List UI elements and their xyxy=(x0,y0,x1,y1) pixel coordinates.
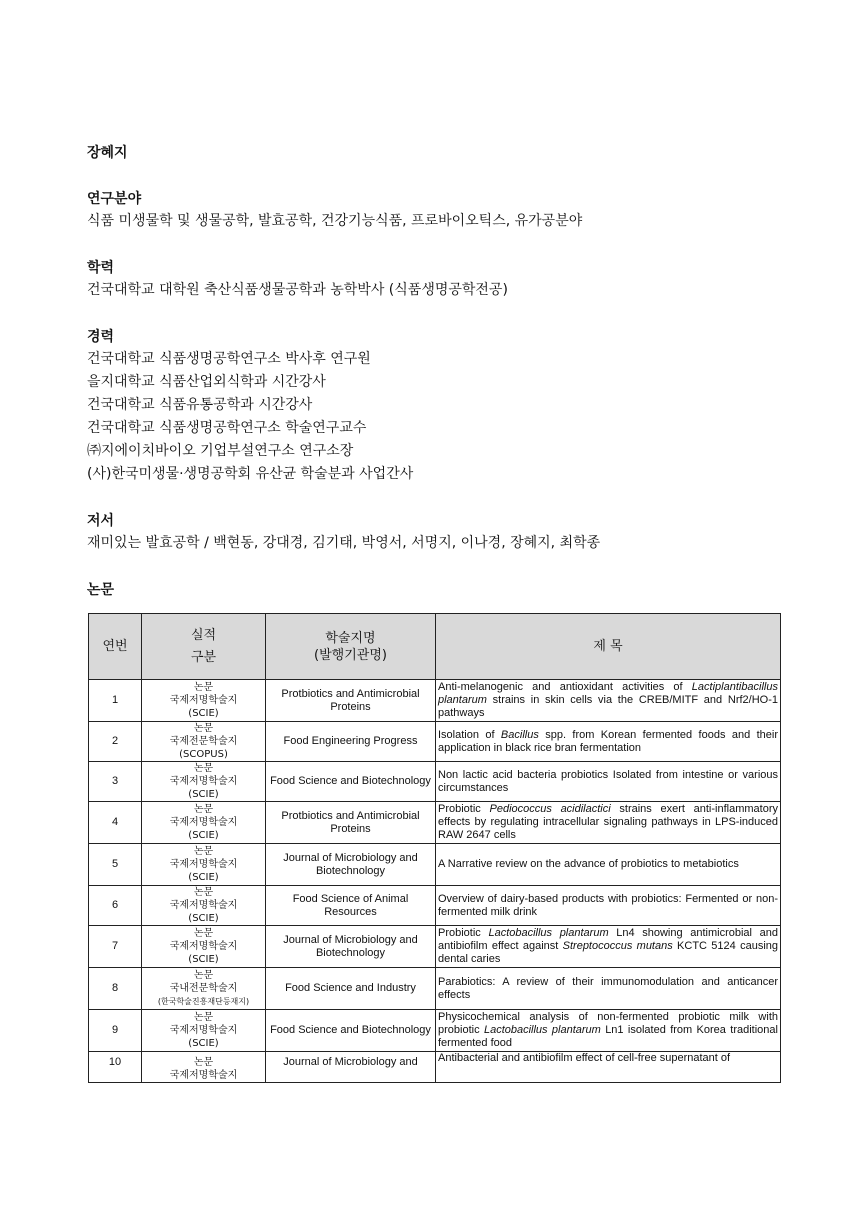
career-item: ㈜지에이치바이오 기업부설연구소 연구소장 xyxy=(87,443,354,459)
type-kind: 논문 xyxy=(193,804,214,815)
cell-title: Probiotic Lactobacillus plantarum Ln4 showing antimicrobial and antibiofilm effect against Streptococcus mutans KCTC 5124 causing dental caries xyxy=(436,926,781,968)
type-index: (SCIE) xyxy=(188,954,219,965)
career-item: 건국대학교 식품유통공학과 시간강사 xyxy=(87,397,313,413)
type-kind: 논문 xyxy=(193,1012,214,1023)
type-index: (한국학술진흥재단등재지) xyxy=(157,997,250,1006)
cell-type xyxy=(142,1010,266,1052)
education-text: 건국대학교 대학원 축산식품생물공학과 농학박사 (식품생명공학전공) xyxy=(87,282,508,298)
cell-journal: Food Science and Biotechnology xyxy=(266,762,436,802)
type-index: (SCIE) xyxy=(188,1038,219,1049)
cell-no: 4 xyxy=(89,802,142,844)
type-category: 국제저명학술지 xyxy=(169,1070,238,1081)
type-category: 국제저명학술지 xyxy=(169,695,238,706)
cell-journal: Protbiotics and Antimicrobial Proteins xyxy=(266,680,436,722)
cell-no: 5 xyxy=(89,844,142,886)
type-category: 국제전문학술지 xyxy=(169,736,238,747)
cell-type xyxy=(142,762,266,802)
cell-type xyxy=(142,968,266,1010)
cell-type xyxy=(142,926,266,968)
table-row xyxy=(89,844,781,886)
cell-title: Isolation of Bacillus spp. from Korean fermented foods and their application in black rice bran fermentation xyxy=(436,722,781,762)
cell-no: 3 xyxy=(89,762,142,802)
table-row xyxy=(89,762,781,802)
type-kind: 논문 xyxy=(193,682,214,693)
type-index: (SCIE) xyxy=(188,708,219,719)
papers-heading: 논문 xyxy=(87,582,115,598)
col-header-title: 제 목 xyxy=(436,614,781,680)
cell-title: Non lactic acid bacteria probiotics Isolated from intestine or various circumstances xyxy=(436,762,781,802)
type-category: 국제저명학술지 xyxy=(169,859,238,870)
type-kind: 논문 xyxy=(193,887,214,898)
table-row xyxy=(89,1010,781,1052)
cell-no: 9 xyxy=(89,1010,142,1052)
career-item: (사)한국미생물·생명공학회 유산균 학술분과 사업간사 xyxy=(87,466,414,482)
cell-title: Probiotic Pediococcus acidilactici strains exert anti-inflammatory effects by regulating intracellular signaling pathways in LPS-induced RAW 2647 cells xyxy=(436,802,781,844)
type-category: 국제저명학술지 xyxy=(169,941,238,952)
type-kind: 논문 xyxy=(193,928,214,939)
cell-journal: Food Engineering Progress xyxy=(266,722,436,762)
type-kind: 논문 xyxy=(193,763,214,774)
career-heading: 경력 xyxy=(87,329,115,345)
cell-journal: Journal of Microbiology and Biotechnology xyxy=(266,926,436,968)
cell-type xyxy=(142,886,266,926)
books-heading: 저서 xyxy=(87,513,115,529)
cell-no: 7 xyxy=(89,926,142,968)
type-kind: 논문 xyxy=(193,846,214,857)
cell-title: Antibacterial and antibiofilm effect of cell-free supernatant of xyxy=(436,1052,781,1083)
cell-journal: Protbiotics and Antimicrobial Proteins xyxy=(266,802,436,844)
cell-title: Physicochemical analysis of non-fermented probiotic milk with probiotic Lactobacillus plantarum Ln1 isolated from Korea traditional fermented food xyxy=(436,1010,781,1052)
type-kind: 논문 xyxy=(193,970,214,981)
type-index: (SCIE) xyxy=(188,830,219,841)
cell-no: 1 xyxy=(89,680,142,722)
cell-type xyxy=(142,802,266,844)
profile-document xyxy=(87,140,781,601)
cell-type xyxy=(142,722,266,762)
type-category: 국제저명학술지 xyxy=(169,900,238,911)
cell-journal: Food Science and Biotechnology xyxy=(266,1010,436,1052)
papers-table xyxy=(88,613,781,1083)
education-heading: 학력 xyxy=(87,260,115,276)
career-item: 건국대학교 식품생명공학연구소 박사후 연구원 xyxy=(87,351,371,367)
research-heading: 연구분야 xyxy=(87,191,142,207)
type-index: (SCIE) xyxy=(188,872,219,883)
table-row xyxy=(89,926,781,968)
table-row xyxy=(89,802,781,844)
table-row xyxy=(89,886,781,926)
col-header-type: 실적 구분 xyxy=(142,614,266,680)
cell-type xyxy=(142,680,266,722)
type-index: (SCIE) xyxy=(188,913,219,924)
table-row xyxy=(89,968,781,1010)
type-category: 국제저명학술지 xyxy=(169,817,238,828)
cell-title: Anti-melanogenic and antioxidant activities of Lactiplantibacillus plantarum strains in skin cells via the CREB/MITF and Nrf2/HO-1 pathways xyxy=(436,680,781,722)
cell-title: Parabiotics: A review of their immunomodulation and anticancer effects xyxy=(436,968,781,1010)
cell-no: 8 xyxy=(89,968,142,1010)
cell-title: A Narrative review on the advance of probiotics to metabiotics xyxy=(436,844,781,886)
books-text: 재미있는 발효공학 / 백현동, 강대경, 김기태, 박영서, 서명지, 이나경, 장혜지, 최학종 xyxy=(87,535,601,551)
table-row xyxy=(89,680,781,722)
type-kind: 논문 xyxy=(193,1057,214,1068)
type-kind: 논문 xyxy=(193,723,214,734)
cell-journal: Journal of Microbiology and xyxy=(266,1052,436,1083)
type-category: 국제저명학술지 xyxy=(169,776,238,787)
cell-no: 10 xyxy=(89,1052,142,1083)
career-item: 을지대학교 식품산업외식학과 시간강사 xyxy=(87,374,326,390)
type-index: (SCOPUS) xyxy=(179,749,228,760)
type-category: 국제저명학술지 xyxy=(169,1025,238,1036)
career-item: 건국대학교 식품생명공학연구소 학술연구교수 xyxy=(87,420,367,436)
cell-type xyxy=(142,844,266,886)
col-header-no: 연번 xyxy=(89,614,142,680)
table-header-row xyxy=(89,614,781,680)
cell-title: Overview of dairy-based products with probiotics: Fermented or non-fermented milk drink xyxy=(436,886,781,926)
cell-journal: Food Science of Animal Resources xyxy=(266,886,436,926)
type-category: 국내전문학술지 xyxy=(169,983,238,994)
cell-journal: Food Science and Industry xyxy=(266,968,436,1010)
type-index: (SCIE) xyxy=(188,789,219,800)
table-row xyxy=(89,1052,781,1083)
table-row xyxy=(89,722,781,762)
cell-no: 6 xyxy=(89,886,142,926)
research-text: 식품 미생물학 및 생물공학, 발효공학, 건강기능식품, 프로바이오틱스, 유가공분야 xyxy=(87,213,583,229)
cell-type xyxy=(142,1052,266,1083)
col-header-journal: 학술지명 (발행기관명) xyxy=(266,614,436,680)
cell-journal: Journal of Microbiology and Biotechnology xyxy=(266,844,436,886)
person-name: 장혜지 xyxy=(87,145,128,161)
cell-no: 2 xyxy=(89,722,142,762)
